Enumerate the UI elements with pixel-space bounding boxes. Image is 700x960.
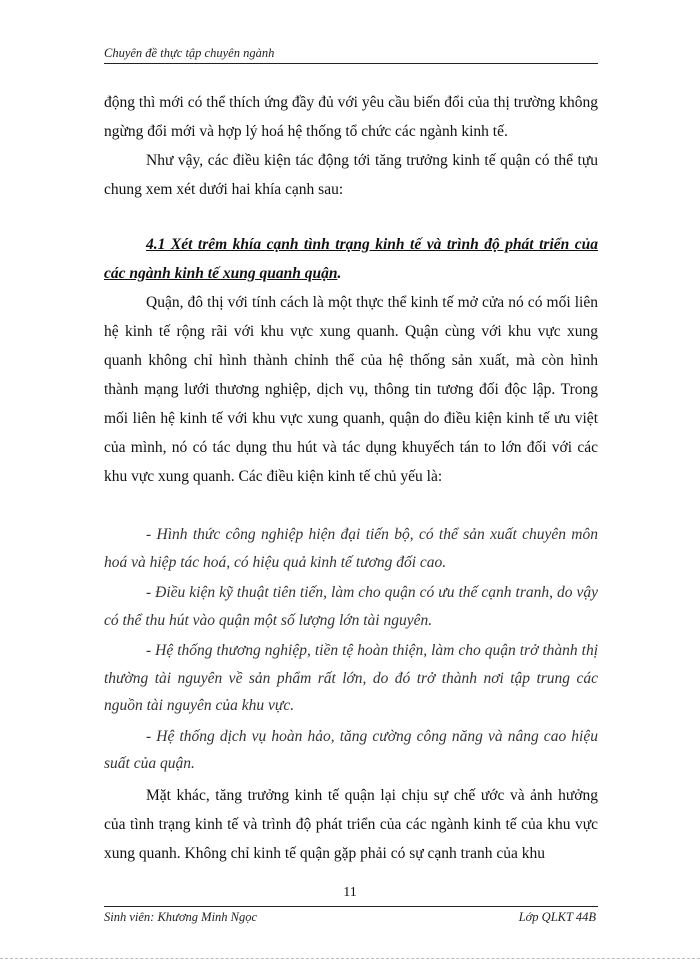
section-heading-end: . [337, 265, 342, 282]
footer-student: Sinh viên: Khương Minh Ngọc [104, 910, 258, 924]
paragraph-constraints: Mặt khác, tăng trưởng kinh tế quận lại chịu sự chế ước và ảnh hưởng của tình trạng kinh tế và trình độ phát triển của các ngành kinh tế của khu vực xung quanh. Không chỉ kinh tế quận gặp phải có sự cạnh tranh của khu [104, 786, 598, 862]
paragraph-economic-links: Quận, đô thị với tính cách là một thực thể kinh tế mở cửa nó có mối liên hệ kinh tế rộng rãi với khu vực xung quanh. Quận cùng với khu vực xung quanh không chỉ hình thành chỉnh thể của hệ thống sản xuất, mà còn hình thành mạng lưới thương nghiệp, dịch vụ, thông tin tương đối độc lập. Trong mối liên hệ kinh tế với khu vực xung quanh, quận do điều kiện kinh tế ưu việt của mình, nó có tác dụng thu hút và tác dụng khuyếch tán to lớn đối với các khu vực xung quanh. Các điều kiện kinh tế chủ yếu là: [104, 294, 598, 485]
section-heading [104, 230, 598, 288]
list-item: - Hệ thống thương nghiệp, tiền tệ hoàn thiện, làm cho quận trở thành thị thường tài nguyên về sản phẩm rất lớn, do đó trở thành nơi tập trung các nguồn tài nguyên của khu vực. [104, 642, 598, 714]
page-number: 11 [343, 885, 357, 900]
footer-divider [104, 906, 598, 907]
page-edge-divider [0, 958, 700, 959]
header-divider [104, 63, 598, 64]
page-header: Chuyên đề thực tập chuyên ngành [104, 46, 275, 60]
section-heading-text: 4.1 Xét trêm khía cạnh tình trạng kinh tế và trình độ phát triển của các ngành kinh tế xung quanh quận [104, 236, 598, 282]
footer-class: Lớp QLKT 44B [518, 910, 596, 924]
document-body [104, 88, 598, 868]
paragraph-intro: Như vậy, các điều kiện tác động tới tăng trưởng kinh tế quận có thể tựu chung xem xét dưới hai khía cạnh sau: [104, 152, 598, 198]
conditions-list [104, 521, 598, 778]
list-item: - Hình thức công nghiệp hiện đại tiến bộ, có thể sản xuất chuyên môn hoá và hiệp tác hoá, có hiệu quả kinh tế tương đối cao. [104, 526, 598, 571]
list-item: - Hệ thống dịch vụ hoàn hảo, tăng cường công năng và nâng cao hiệu suất của quận. [104, 727, 598, 772]
paragraph-continued: động thì mới có thể thích ứng đầy đủ với yêu cầu biến đổi của thị trường không ngừng đổi mới và hợp lý hoá hệ thống tổ chức các ngành kinh tế. [104, 94, 598, 140]
list-item: - Điều kiện kỹ thuật tiên tiến, làm cho quận có ưu thế cạnh tranh, do vậy có thể thu hút vào quận một số lượng lớn tài nguyên. [104, 584, 598, 629]
